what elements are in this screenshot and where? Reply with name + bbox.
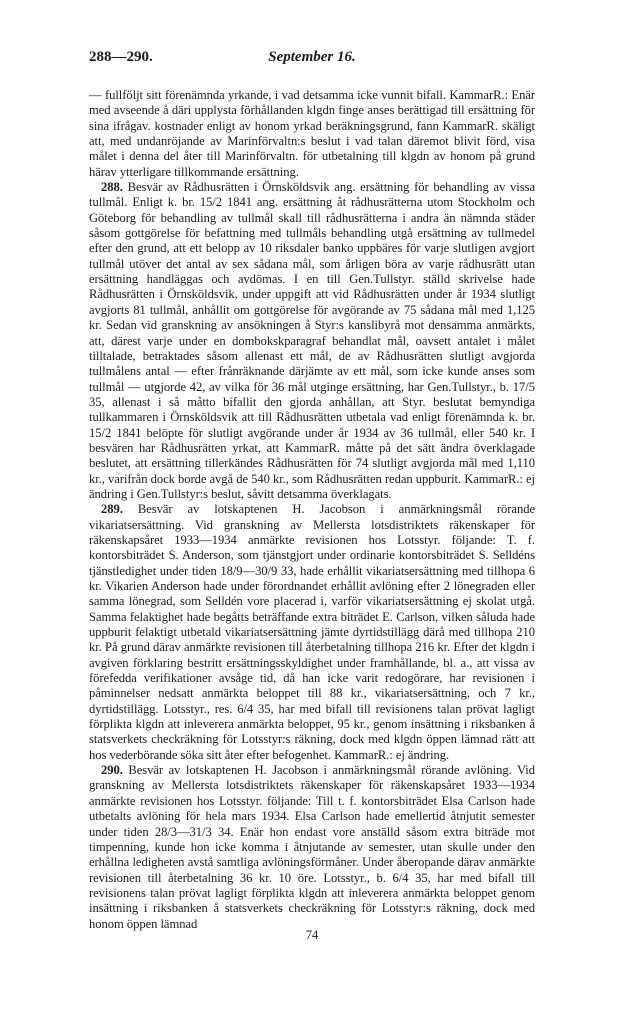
case-number: 288. — [101, 180, 123, 195]
paragraph-290 — [89, 763, 535, 932]
paragraph-289 — [89, 502, 535, 763]
paragraph-text: Besvär av lotskaptenen H. Jacobson i anmärkningsmål rörande avlöning. Vid granskning av Mellersta lotsdistriktets räkenskaper för räkenskapsåret 1933—1934 anmärkte revisionen hos Lotsstyr. följande: Till t. f. kontorsbiträdet Elsa Carlson hade utbetalts avlöning för hela mars 1934. Elsa Carlson hade emellertid åtnjutit semester under tiden 28/3—31/3 34. Enär hon endast vore anställd såsom extra biträde mot timpenning, kunde hon icke komma i åtnjutande av semester, utan skulle under den erhållna ledigheten avstå samtliga avlöningsförmåner. Under åberopande därav anmärkte revisionen till återbetalning 36 kr. 10 öre. Lotsstyr., b. 6/4 35, har med bifall till revisionens talan prövat lagligt förplikta klgdn att inleverera anmärkta beloppet genom insättning i riksbanken å statsverkets checkräkning för Lotsstyr:s räkning, dock med honom öppen lämnad — [89, 763, 535, 931]
paragraph-text: — fullföljt sitt förenämnda yrkande, i vad detsamma icke vunnit bifall. KammarR.: Enär med avseende å däri upplysta förhållanden klgdn finge anses berättigad till ersättning för sina ifrågav. kostnader enligt av honom yrkad beräkningsgrund, fann KammarR. skäligt att, med undanröjande av Marinförvaltn:s beslut i vad talan däremot blivit förd, visa målet i denna del åter till Marinförvaltn. för utbetalning till klgdn av honom på grund härav ytterligare tillkommande ersättning. — [89, 88, 535, 179]
header-date: September 16. — [268, 49, 356, 65]
paragraph-288 — [89, 180, 535, 502]
running-header — [89, 49, 535, 69]
page-number: 74 — [305, 928, 319, 942]
paragraph-text: Besvär av lotskaptenen H. Jacobson i anmärkningsmål rörande vikariatsersättning. Vid granskning av Mellersta lotsdistriktets räkenskaper för räkenskapsåret 1933—1934 anmärkte revisionen hos Lotsstyr. följande: T. f. kontorsbiträdet S. Anderson, som tjänstgjort under ordinarie kontorsbiträdet S. Selldéns tjänstledighet under tiden 18/9—30/9 33, hade erhållit vikariatsersättning med tillhopa 6 kr. Vikarien Anderson hade under förordnandet erhållit avlöning efter 2 lönegraden eller samma lönegrad, som Selldén vore placerad i, varför vikariatsersättning ej skolat utgå. Samma felaktighet hade begåtts beträffande extra biträdet E. Carlson, vilken såluda hade uppburit felaktigt utbetald vikariatsersättning jämte dyrtidstillägg därå med tillhopa 210 kr. På grund därav anmärkte revisionen till återbetalning tillhopa 216 kr. Efter det klgdn i avgiven förklaring bestritt ersättningsskyldighet under framhållande, bl. a., att vissa av förefedda verifikationer avsåge tid, då han icke varit redogörare, har revisionen i påminnelser nedsatt anmärkta beloppet till 88 kr., vikariatsersättning, och 7 kr., dyrtidstillägg. Lotsstyr., res. 6/4 35, har med bifall till revisionens talan prövat lagligt förplikta klgdn att inleverera anmärkta beloppet, 95 kr., genom insättning i riksbanken å statsverkets checkräkning för Lotsstyr:s räkning, dock med klgdn öppen lämnad rätt att hos vederbörande söka sitt åter efter befogenhet. KammarR.: ej ändring. — [89, 502, 535, 762]
paragraph-continuation — [89, 88, 535, 180]
page-range: 288—290. — [89, 49, 153, 65]
case-number: 290. — [101, 763, 123, 778]
case-number: 289. — [101, 502, 123, 517]
paragraph-text: Besvär av Rådhusrätten i Örnsköldsvik ang. ersättning för behandling av vissa tullmål. Enligt k. br. 15/2 1841 ang. ersättning åt rådhusrätterna utom Stockholm och Göteborg för behandling av tullmål skall till rådhusrätterna i andra än nämnda städer såsom gottgörelse för befattning med tullmåls behandling utgå ersättning av tullmedel efter den grund, att ett belopp av 10 riksdaler banko uppbäres för varje slutligen avgjort tullmål utöver det antal av sex sådana mål, som årligen böra av varje rådhusrätt utan ersättning handläggas och avdömas. I en till Gen.Tullstyr. ställd skrivelse hade Rådhusrätten i Örnsköldsvik, under uppgift att vid Rådhusrätten under år 1934 slutligt avgjorts 81 tullmål, anhållit om gottgörelse för avgörande av 75 sådana mål med 1,125 kr. Sedan vid granskning av ansökningen å Styr:s kanslibyrå mot densamma anmärkts, att, därest varje under en dombokskparagraf behandlat mål, oavsett antalet i målet tilltalade, betraktades såsom allenast ett mål, de av Rådhusrätten slutligt avgjorda tullmålens antal — efter frånräknande därjämte av ett mål, som icke kunde anses som tullmål — utgjorde 42, av vilka för 36 mål utginge ersättning, har Gen.Tullstyr., b. 17/5 35, allenast i så måtto bifallit den gjorda anhållan, att Styr. beslutat bemyndiga tullkammaren i Örnsköldsvik att till Rådhusrätten utbetala vad enligt förenämnda k. br. 15/2 1841 belöpte för slutligt avgörande under år 1934 av 36 tullmål, eller 540 kr. I besvären har Rådhusrätten yrkat, att KammarR. måtte på det sätt ändra överklagade beslutet, att ersättning tillerkändes Rådhusrätten för 74 slutligt avgjorda mål med 1,110 kr., varifrån dock borde avgå de 540 kr., som Rådhusrätten redan uppburit. KammarR.: ej ändring i Gen.Tullstyr:s beslut, såvitt detsamma överklagats. — [89, 180, 535, 501]
body-text — [89, 88, 535, 932]
